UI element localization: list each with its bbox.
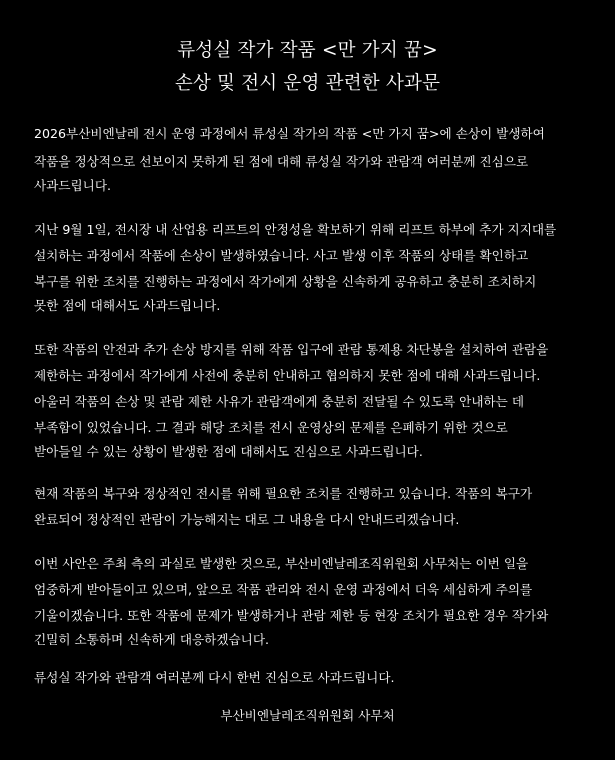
paragraph-line: 또한 작품의 안전과 추가 손상 방지를 위해 작품 입구에 관람 통제용 차단봉을 설치하여 관람을 [34,342,549,357]
paragraph-line: 긴밀히 소통하며 신속하게 대응하겠습니다. [34,632,269,647]
signature: 부산비엔날레조직위원회 사무처 [220,708,395,723]
paragraph-line: 2026부산비엔날레 전시 운영 과정에서 류성실 작가의 작품 <만 가지 꿈>에 손상이 발생하여 [34,126,545,141]
paragraph-line: 완료되어 정상적인 관람이 가능해지는 대로 그 내용을 다시 안내드리겠습니다. [34,512,460,527]
paragraph-line: 사과드립니다. [34,178,111,193]
paragraph-line: 기울이겠습니다. 또한 작품에 문제가 발생하거나 관람 제한 등 현장 조치가 필요한 경우 작가와 [34,608,549,623]
paragraph-line: 류성실 작가와 관람객 여러분께 다시 한번 진심으로 사과드립니다. [34,670,395,685]
paragraph-line: 받아들일 수 있는 상황이 발생한 점에 대해서도 진심으로 사과드립니다. [34,444,423,459]
paragraph-line: 부족함이 있었습니다. 그 결과 해당 조치를 전시 운영상의 문제를 은폐하기 위한 것으로 [34,420,508,435]
paragraph-line: 엄중하게 받아들이고 있으며, 앞으로 작품 관리와 전시 운영 과정에서 더욱 세심하게 주의를 [34,582,533,597]
paragraph-line: 설치하는 과정에서 작품에 손상이 발생하였습니다. 사고 발생 이후 작품의 상태를 확인하고 [34,248,529,263]
paragraph-line: 아울러 작품의 손상 및 관람 제한 사유가 관람객에게 충분히 전달될 수 있도록 안내하는 데 [34,394,525,409]
title-line-2: 손상 및 전시 운영 관련한 사과문 [174,73,441,94]
paragraph-line: 현재 작품의 복구와 정상적인 전시를 위해 필요한 조치를 진행하고 있습니다. 작품의 복구가 [34,486,533,501]
paragraph-line: 지난 9월 1일, 전시장 내 산업용 리프트의 안정성을 확보하기 위해 리프트 하부에 추가 지지대를 [34,222,557,237]
paragraph-line: 복구를 위한 조치를 진행하는 과정에서 작가에게 상황을 신속하게 공유하고 충분히 조치하지 [34,274,537,289]
paragraph-line: 이번 사안은 주최 측의 과실로 발생한 것으로, 부산비엔날레조직위원회 사무처는 이번 일을 [34,556,529,571]
paragraph-line: 못한 점에 대해서도 사과드립니다. [34,298,221,313]
paragraph-line: 작품을 정상적으로 선보이지 못하게 된 점에 대해 류성실 작가와 관람객 여러분께 진심으로 [34,154,529,169]
paragraph-line: 제한하는 과정에서 작가에게 사전에 충분히 안내하고 협의하지 못한 점에 대해 사과드립니다. [34,368,541,383]
title-line-1: 류성실 작가 작품 <만 가지 꿈> [177,40,438,61]
